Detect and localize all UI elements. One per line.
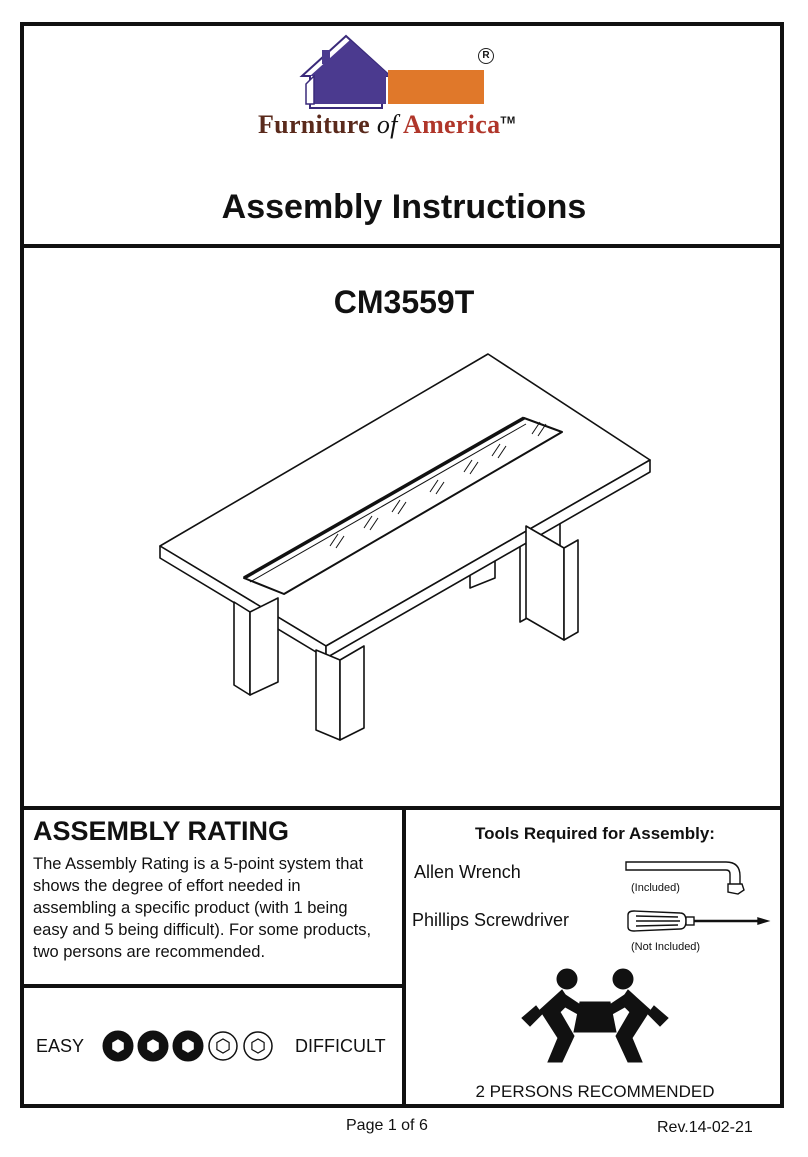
two-persons-lifting-icon bbox=[520, 966, 670, 1066]
rating-dot-2 bbox=[138, 1031, 168, 1061]
tool-note-allen-wrench: (Included) bbox=[631, 882, 680, 894]
page-title: Assembly Instructions bbox=[221, 188, 587, 226]
tool-name-allen-wrench: Allen Wrench bbox=[414, 862, 521, 882]
model-number: CM3559T bbox=[333, 284, 475, 320]
persons-recommended-label: 2 PERSONS RECOMMENDED bbox=[475, 1082, 715, 1101]
tool-name-phillips-screwdriver: Phillips Screwdriver bbox=[412, 910, 570, 930]
brand-word-america: America bbox=[403, 110, 501, 139]
registered-mark: R bbox=[478, 48, 494, 64]
rating-dot-3 bbox=[173, 1031, 203, 1061]
brand-name bbox=[258, 110, 515, 140]
rating-scale bbox=[100, 1028, 276, 1064]
table-illustration bbox=[150, 350, 670, 750]
brand-word-furniture: Furniture bbox=[258, 110, 370, 139]
page-number: Page 1 of 6 bbox=[346, 1117, 428, 1134]
allen-wrench-icon bbox=[622, 856, 748, 896]
rating-divider bbox=[20, 984, 406, 988]
trademark-mark: TM bbox=[500, 115, 516, 127]
header-divider bbox=[20, 244, 784, 248]
rating-description: The Assembly Rating is a 5-point system that shows the degree of effort needed in assembling a specific product (with 1 being easy and 5 being difficult). For some products, two persons are recommended. bbox=[33, 855, 372, 961]
easy-label: EASY bbox=[36, 1036, 85, 1056]
screwdriver-icon bbox=[624, 908, 772, 934]
brand-word-of: of bbox=[376, 110, 398, 139]
rating-heading: ASSEMBLY RATING bbox=[33, 816, 290, 846]
rating-dot-5 bbox=[244, 1032, 272, 1060]
revision-label: Rev.14-02-21 bbox=[657, 1119, 753, 1136]
tools-heading: Tools Required for Assembly: bbox=[475, 824, 715, 843]
bottom-vertical-divider bbox=[402, 806, 406, 1108]
difficult-label: DIFFICULT bbox=[295, 1036, 386, 1056]
rating-dot-4 bbox=[209, 1032, 237, 1060]
brand-logo-icon bbox=[298, 32, 488, 110]
tool-note-phillips-screwdriver: (Not Included) bbox=[631, 941, 701, 953]
rating-dot-1 bbox=[103, 1031, 133, 1061]
